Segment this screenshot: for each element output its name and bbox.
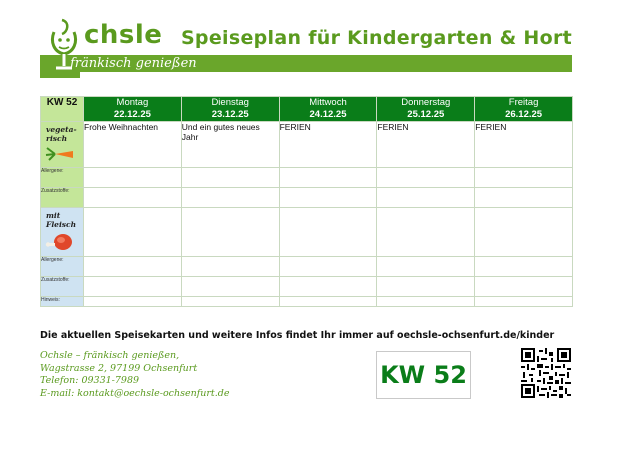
day-header <box>84 97 182 122</box>
additives-cell <box>181 188 279 208</box>
allergens-cell <box>279 168 377 188</box>
additives-cell <box>475 277 573 297</box>
day-date: 26.12.25 <box>505 109 543 120</box>
day-name: Freitag <box>508 97 539 108</box>
day-header <box>279 97 377 122</box>
meal-cell: Frohe Weihnachten <box>84 122 182 168</box>
allergens-cell <box>84 257 182 277</box>
allergens-cell <box>279 257 377 277</box>
allergens-cell <box>377 168 475 188</box>
additives-cell <box>377 277 475 297</box>
veg-category-cell <box>41 122 84 168</box>
meal-cell <box>377 208 475 257</box>
allergens-cell <box>181 168 279 188</box>
hint-cell <box>84 297 182 307</box>
qr-code-icon <box>521 348 571 398</box>
meal-cell <box>279 208 377 257</box>
allergens-cell <box>475 257 573 277</box>
allergens-cell <box>84 168 182 188</box>
hint-cell <box>279 297 377 307</box>
day-name: Montag <box>116 97 149 108</box>
address-line: Wagstrasse 2, 97199 Ochsenfurt <box>40 362 198 374</box>
hint-label: Hinweis: <box>41 297 84 307</box>
meal-cell <box>181 208 279 257</box>
day-header <box>377 97 475 122</box>
additives-cell <box>84 277 182 297</box>
meal-cell <box>84 208 182 257</box>
allergens-cell <box>377 257 475 277</box>
meat-label: mit Fleisch <box>46 211 77 229</box>
additives-cell <box>377 188 475 208</box>
allergens-cell <box>475 168 573 188</box>
additives-label: Zusatzstoffe: <box>41 277 84 297</box>
page-title: Speiseplan für Kindergarten & Hort <box>180 27 572 49</box>
hint-cell <box>377 297 475 307</box>
meat-category-cell <box>41 208 84 257</box>
day-date: 23.12.25 <box>211 109 249 120</box>
meal-cell <box>475 208 573 257</box>
day-header <box>475 97 573 122</box>
day-name: Mittwoch <box>309 97 347 108</box>
meal-cell: FERIEN <box>279 122 377 168</box>
meal-cell: FERIEN <box>475 122 573 168</box>
allergens-label: Allergene: <box>41 168 84 188</box>
day-name: Dienstag <box>211 97 249 108</box>
ham-icon <box>45 232 75 252</box>
week-badge: KW 52 <box>376 351 471 399</box>
hint-cell <box>181 297 279 307</box>
day-date: 22.12.25 <box>113 109 151 120</box>
address-line: Ochsle – fränkisch genießen, <box>40 350 180 361</box>
day-name: Donnerstag <box>401 97 451 108</box>
day-header <box>181 97 279 122</box>
menu-table <box>40 96 573 307</box>
hint-cell <box>475 297 573 307</box>
additives-cell <box>279 277 377 297</box>
address-line: E-mail: kontakt@oechsle-ochsenfurt.de <box>40 387 230 399</box>
brand-tagline: fränkisch genießen <box>70 56 197 71</box>
additives-cell <box>84 188 182 208</box>
day-date: 24.12.25 <box>309 109 347 120</box>
additives-label: Zusatzstoffe: <box>41 188 84 208</box>
additives-cell <box>475 188 573 208</box>
additives-cell <box>279 188 377 208</box>
address-block <box>40 350 229 400</box>
allergens-cell <box>181 257 279 277</box>
info-line: Die aktuellen Speisekarten und weitere Infos findet Ihr immer auf oechsle-ochsenfurt.de/kinder <box>40 330 555 341</box>
day-date: 25.12.25 <box>407 109 445 120</box>
additives-cell <box>181 277 279 297</box>
carrot-icon <box>45 146 75 162</box>
meal-cell: Und ein gutes neues Jahr <box>181 122 279 168</box>
address-line: Telefon: 09331-7989 <box>40 375 140 386</box>
meal-cell: FERIEN <box>377 122 475 168</box>
veg-label: vegeta-risch <box>46 125 77 143</box>
brand-name: chsle <box>84 20 163 50</box>
allergens-label: Allergene: <box>41 257 84 277</box>
week-label: KW 52 <box>41 97 84 122</box>
